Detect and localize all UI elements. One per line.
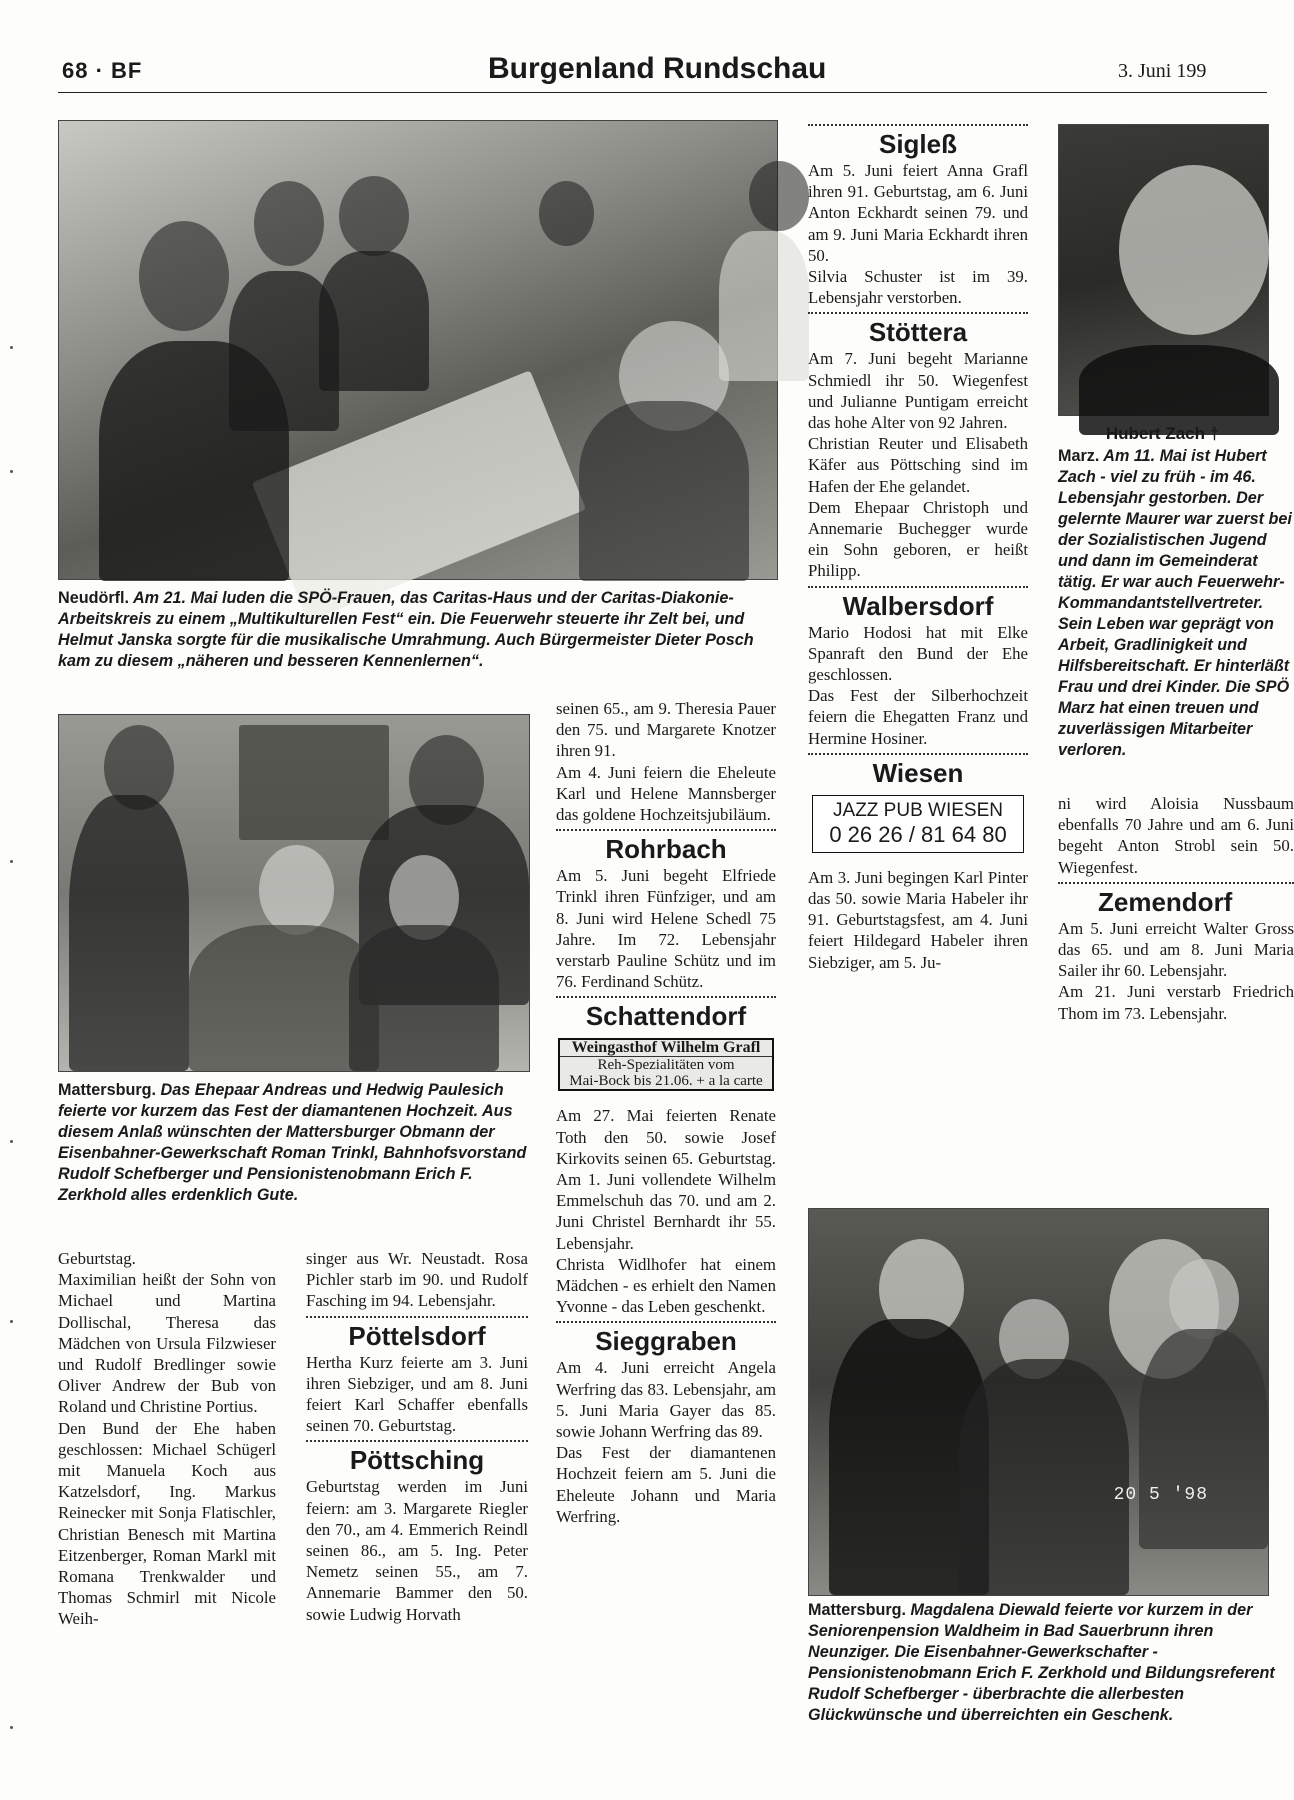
section-divider (556, 829, 776, 831)
town-heading-zemendorf: Zemendorf (1098, 886, 1233, 917)
section-divider (556, 996, 776, 998)
obituary-text: Marz. Am 11. Mai ist Hubert Zach - viel zu früh - im 46. Lebensjahr gestorben. Der gelernte Maurer war zuerst bei der Sozialistischen Jugend und dann im Gemeinderat tätig. Er war auch Feuerwehr-Kommandantstellvertreter. Sein Leben war geprägt von Arbeit, Gradlinigkeit und Hilfsbereitschaft. Er hinterläßt Frau und drei Kinder. Die SPÖ Marz hat einen treuen und zuverlässigen Mitarbeiter verloren. (1058, 447, 1292, 759)
col-d-para-8: Am 3. Juni begingen Karl Pinter das 50. sowie Maria Habeler ihr 91. Geburtstagsfest, am 4. Juni feiert Hildegard Habeler ihren Siebziger, am 5. Ju- (808, 867, 1028, 972)
margin-mark (10, 470, 13, 473)
col-c-para-2: Am 4. Juni feiern die Eheleute Karl und Helene Mannsberger das goldene Hochzeitsjubiläum. (556, 762, 776, 825)
col-c-para-3: Am 5. Juni begeht Elfriede Trinkl ihren Fünfziger, und am 8. Juni wird Helene Schedl 75 Jahre. Im 72. Lebensjahr verstarb Pauline Schütz und im 76. Ferdinand Schütz. (556, 866, 776, 992)
column-a (58, 1248, 276, 1630)
newspaper-title: Burgenland Rundschau (488, 52, 827, 85)
obituary-name: Hubert Zach † (1105, 424, 1220, 443)
section-divider (808, 586, 1028, 588)
town-heading-stoettera: Stöttera (868, 317, 968, 348)
town-heading-poettelsdorf: Pöttelsdorf (348, 1320, 486, 1351)
column-d (808, 124, 1028, 973)
section-divider (1058, 882, 1294, 884)
photo-neudoerfl-festival (58, 120, 778, 580)
col-d-para-1: Am 5. Juni feiert Anna Grafl ihren 91. Geburtstag, am 6. Juni Anton Eckhardt seinen 79. und am 9. Juni Maria Eckhardt ihren 50. (808, 161, 1028, 265)
header-rule (58, 92, 1267, 93)
photo1-caption: Neudörfl. Am 21. Mai luden die SPÖ-Frauen, das Caritas-Haus und der Caritas-Diakonie-Arbeitskreis zu einem „Multikulturellen Fest“ ein. Die Feuerwehr steuerte ihr Zelt bei, und Helmut Janska sorgte für die musikalische Umrahmung. Auch Bürgermeister Dieter Posch kam zu diesem „näheren und besseren Kennenlernen“. (58, 589, 754, 670)
col-d-para-7: Das Fest der Silberhochzeit feiern die Ehegatten Franz und Hermine Hosiner. (808, 686, 1028, 748)
margin-mark (10, 1320, 13, 1323)
col-c-para-1: seinen 65., am 9. Theresia Pauer den 75. und Margarete Knotzer ihren 91. (556, 699, 776, 761)
section-divider (556, 1321, 776, 1323)
col-d-para-2: Silvia Schuster ist im 39. Lebensjahr verstorben. (808, 267, 1028, 308)
town-heading-sieggraben: Sieggraben (595, 1326, 737, 1357)
col-b-para-1: singer aus Wr. Neustadt. Rosa Pichler starb im 90. und Rudolf Fasching im 94. Lebensjahr. (306, 1249, 528, 1311)
col-c-para-5: Christa Widlhofer hat einem Mädchen - es erhielt den Namen Yvonne - das Leben geschenkt. (556, 1254, 776, 1317)
column-b (306, 1248, 528, 1625)
col-a-para-3: Den Bund der Ehe haben geschlossen: Michael Schügerl mit Manuela Koch aus Katzelsdorf, Ing. Markus Reinecker mit Sonja Flatischler, Christian Benesch mit Martina Eitzenberger, Roman Markl mit Romana Trenkwalder und Thomas Schmirl mit Nicole Weih- (58, 1418, 276, 1629)
town-heading-sigless: Sigleß (878, 129, 957, 159)
col-d-para-4: Christian Reuter und Elisabeth Käfer aus Pöttsching sind im Hafen der Ehe gelandet. (808, 434, 1028, 496)
col-d-para-6: Mario Hodosi hat mit Elke Spanraft den Bund der Ehe geschlossen. (808, 622, 1028, 685)
photo-mattersburg-diamond-wedding (58, 714, 530, 1072)
town-heading-schattendorf: Schattendorf (585, 1001, 747, 1032)
col-c-para-4: Am 27. Mai feierten Renate Toth den 50. sowie Josef Kirkovits seinen 65. Geburtstag. Am 1. Juni vollendete Wilhelm Emmelschuh das 70. und am 2. Juni Christel Bernhardt ihr 55. Lebensjahr. (556, 1106, 776, 1253)
page-number: 68 · BF (62, 58, 143, 83)
section-divider (808, 124, 1028, 126)
photo2-caption: Mattersburg. Das Ehepaar Andreas und Hedwig Paulesich feierte vor kurzem das Fest der diamantenen Hochzeit. Aus diesem Anlaß wünschten der Mattersburger Obmann der Eisenbahner-Gewerkschaft Roman Trinkl, Bahnhofsvorstand Rudolf Schefberger und Pensionistenobmann Erich F. Zerkhold alles erdenklich Gute. (58, 1081, 527, 1204)
town-heading-walbersdorf: Walbersdorf (842, 590, 994, 621)
ad-weingasthof-grafl: Weingasthof Wilhelm Grafl Reh-Spezialitäten vom Mai-Bock bis 21.06. + a la carte (558, 1038, 774, 1091)
col-e-body (1058, 793, 1294, 1024)
photo3-caption: Mattersburg. Magdalena Diewald feierte vor kurzem in der Seniorenpension Waldheim in Bad Sauerbrunn ihren Neunziger. Die Eisenbahner-Gewerkschafter - Pensionistenobmann Erich F. Zerkhold und Bildungsreferent Rudolf Schefberger - überbrachte die allerbesten Glückwünsche und überreichten ein Geschenk. (808, 1601, 1275, 1724)
town-heading-wiesen: Wiesen (872, 757, 964, 788)
col-d-para-5: Dem Ehepaar Christoph und Annemarie Buchegger wurde ein Sohn geboren, er heißt Philipp. (808, 497, 1028, 581)
col-e-para-1: ni wird Aloisia Nussbaum ebenfalls 70 Jahre und am 6. Juni begeht Anton Strobl sein 50. Wiegenfest. (1058, 794, 1294, 877)
margin-mark (10, 860, 13, 863)
margin-mark (10, 346, 13, 349)
portrait-hubert-zach (1058, 124, 1269, 416)
ad-jazz-pub-wiesen: JAZZ PUB WIESEN 0 26 26 / 81 64 80 (812, 795, 1024, 853)
col-a-para-1: Geburtstag. (58, 1249, 136, 1268)
section-divider (808, 753, 1028, 755)
col-a-para-2: Maximilian heißt der Sohn von Michael und Martina Dollischal, Theresa das Mädchen von Ursula Filzwieser und Rudolf Bredlinger sowie Oliver Andrew der Bub von Roland und Christine Portius. (58, 1270, 276, 1417)
col-d-para-3: Am 7. Juni begeht Marianne Schmiedl ihr 50. Wiegenfest und Julianne Puntigam erreicht das hohe Alter von 92 Jahren. (808, 349, 1028, 433)
section-divider (808, 312, 1028, 314)
margin-mark (10, 1726, 13, 1729)
photo-mattersburg-ninetieth (808, 1208, 1269, 1596)
photo3-caption-wrap (808, 1600, 1275, 1724)
section-divider (306, 1316, 528, 1318)
town-heading-poettsching: Pöttsching (349, 1445, 485, 1476)
col-c-para-7: Das Fest der diamantenen Hochzeit feiern am 5. Juni die Eheleute Johann und Maria Werfring. (556, 1443, 776, 1526)
column-c (556, 698, 776, 1527)
col-c-para-6: Am 4. Juni erreicht Angela Werfring das 83. Lebensjahr, am 5. Juni Maria Gayer das 85. sowie Johann Werfring das 89. (556, 1358, 776, 1442)
col-b-para-3: Geburtstag werden im Juni feiern: am 3. Margarete Riegler den 70., am 4. Emmerich Reindl seinen 86., am 5. Ing. Peter Nemetz seinen 55., am 7. Annemarie Bammer den 50. sowie Ludwig Horvath (306, 1477, 528, 1624)
section-divider (306, 1440, 528, 1442)
col-b-para-2: Hertha Kurz feierte am 3. Juni ihren Siebziger, und am 8. Juni feiert Karl Schaffer ebenfalls seinen 70. Geburtstag. (306, 1352, 528, 1436)
issue-date: 3. Juni 199 (1118, 60, 1207, 82)
photo-date-stamp: 20 5 '98 (1113, 1485, 1208, 1505)
col-e-para-3: Am 21. Juni verstarb Friedrich Thom im 73. Lebensjahr. (1058, 982, 1294, 1023)
margin-mark (10, 1140, 13, 1143)
town-heading-rohrbach: Rohrbach (605, 834, 727, 865)
col-e-para-2: Am 5. Juni erreicht Walter Gross das 65. und am 8. Juni Maria Sailer ihr 60. Lebensjahr. (1058, 918, 1294, 981)
